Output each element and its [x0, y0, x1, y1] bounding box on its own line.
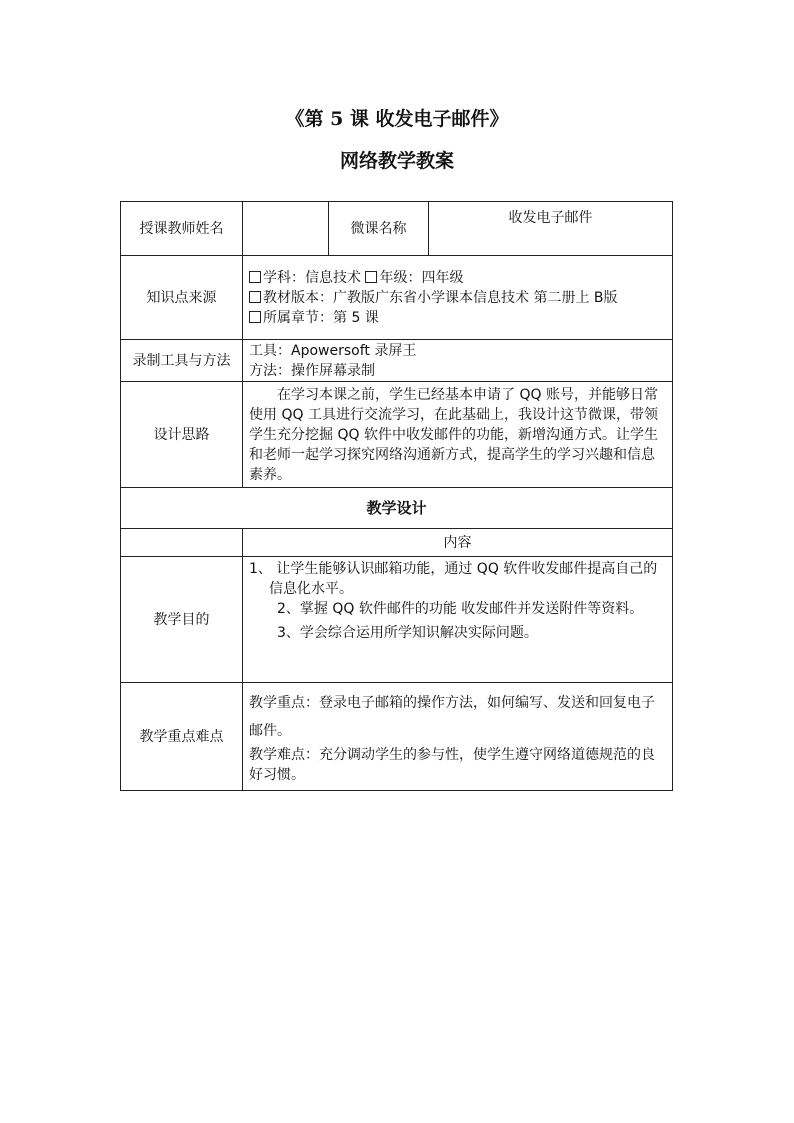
course-value: 收发电子邮件	[429, 202, 673, 256]
design-label: 设计思路	[121, 382, 243, 488]
table-row	[121, 202, 673, 256]
goal-item: 3、学会综合运用所学知识解决实际问题。	[277, 625, 538, 641]
table-row	[121, 683, 673, 791]
table-row	[121, 557, 673, 683]
teacher-value	[243, 202, 329, 256]
subject-text: 学科：信息技术	[263, 269, 366, 286]
keypoint-content	[243, 683, 673, 791]
tool-line: 工具：Apowersoft 录屏王	[249, 342, 417, 359]
goal-content	[243, 557, 673, 683]
grade-text: 年级：四年级	[379, 269, 464, 286]
chapter-line	[249, 308, 666, 328]
source-label: 知识点来源	[121, 256, 243, 340]
design-content: 在学习本课之前，学生已经基本申请了 QQ 账号，并能够日常使用 QQ 工具进行交流学习，在此基础上，我设计这节微课，带领学生充分挖掘 QQ 软件中收发邮件的功能，新增沟通方式。让学生和老师一起学习探究网络沟通新方式，提高学生的学习兴趣和信息素养。	[243, 382, 673, 488]
textbook-text: 教材版本：广教版广东省小学课本信息技术 第二册上 B版	[263, 289, 618, 306]
table-row	[121, 340, 673, 382]
section-title: 教学设计	[121, 488, 673, 529]
source-content	[243, 256, 673, 340]
checkbox-icon	[249, 291, 261, 303]
chapter-text: 所属章节：第 5 课	[263, 309, 379, 326]
course-label: 微课名称	[329, 202, 429, 256]
teacher-label: 授课教师姓名	[121, 202, 243, 256]
table-row	[121, 382, 673, 488]
document-subtitle: 网络教学教案	[339, 150, 454, 172]
tools-content	[243, 340, 673, 382]
table-row	[121, 488, 673, 529]
document-title: 《第 5 课 收发电子邮件》	[285, 108, 509, 130]
checkbox-icon	[249, 271, 261, 283]
goal-item: 1、 让学生能够认识邮箱功能，通过 QQ 软件收发邮件提高自己的信息化水平。	[249, 561, 658, 597]
tools-label: 录制工具与方法	[121, 340, 243, 382]
method-line: 方法：操作屏幕录制	[249, 362, 375, 379]
checkbox-icon	[365, 271, 377, 283]
keypoint-text: 教学重点：登录电子邮箱的操作方法，如何编写、发送和回复电子邮件。	[249, 694, 655, 739]
lesson-plan-table	[120, 201, 673, 791]
table-row	[121, 256, 673, 340]
empty-cell	[121, 529, 243, 557]
checkbox-icon	[249, 311, 261, 323]
table-row	[121, 529, 673, 557]
content-header: 内容	[243, 529, 673, 557]
goal-label: 教学目的	[121, 557, 243, 683]
goal-item: 2、掌握 QQ 软件邮件的功能 收发邮件并发送附件等资料。	[277, 601, 644, 617]
subject-grade-line	[249, 268, 666, 288]
textbook-line	[249, 288, 666, 308]
keypoint-label: 教学重点难点	[121, 683, 243, 791]
difficulty-text: 教学难点：充分调动学生的参与性，使学生遵守网络道德规范的良好习惯。	[249, 746, 655, 783]
